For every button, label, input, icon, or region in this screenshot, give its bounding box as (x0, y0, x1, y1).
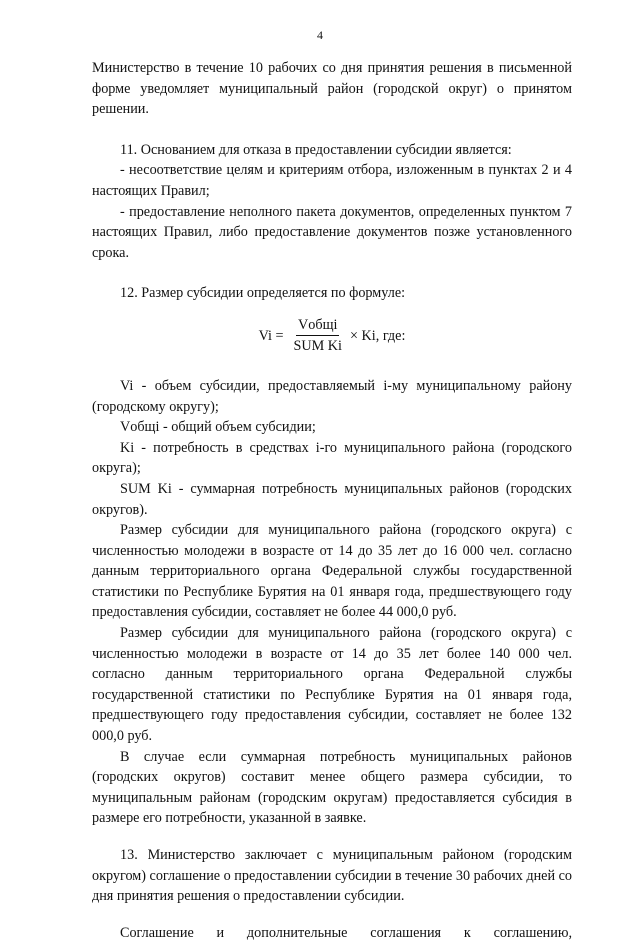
paragraph-size-small: Размер субсидии для муниципального района (городского округа) с численностью молодежи в возрасте от 14 до 35 лет до 16 000 чел. согласно данным территориального органа Федеральной службы государственной статистики по Республике Бурятия на 01 января года, предшествующего году предоставления субсидии, составляет не более 44 000,0 руб. (92, 522, 572, 621)
formula-denominator: SUM Ki (293, 338, 342, 355)
definition-ki: Ki - потребность в средствах i-го муниципального района (городского округа); (92, 439, 572, 477)
formula-fraction (291, 316, 344, 355)
subsidy-formula (92, 306, 572, 366)
page-number: 4 (317, 28, 323, 42)
paragraph-case: В случае если суммарная потребность муниципальных районов (городских округов) составит менее общего размера субсидии, то муниципальным районам (городским округам) предоставляется субсидия в размере его потребности, указанной в заявке. (92, 748, 572, 827)
paragraph-12-heading: 12. Размер субсидии определяется по формуле: (120, 285, 406, 302)
definition-vobshi: Vобщi - общий объем субсидии; (120, 419, 316, 436)
definition-vi: Vi - объем субсидии, предоставляемый i-му муниципальному району (городскому округу); (92, 377, 572, 415)
paragraph-agreement: Соглашение и дополнительные соглашения к соглашению, (120, 924, 572, 941)
document-body (92, 58, 572, 943)
formula-numerator: Vобщi (296, 316, 339, 336)
definition-sum-ki: SUM Ki - суммарная потребность муниципальных районов (городских округов). (92, 480, 572, 518)
paragraph-11-item-2: - предоставление неполного пакета документов, определенных пунктом 7 настоящих Правил, либо предоставление документов позже установленного срока. (92, 203, 572, 261)
paragraph-13: 13. Министерство заключает с муниципальным районом (городским округом) соглашение о предоставлении субсидии в течение 30 рабочих дней со дня принятия решения о предоставлении субсидии. (92, 847, 572, 905)
formula-lhs: Vi = (258, 327, 284, 344)
paragraph-11-heading: 11. Основанием для отказа в предоставлении субсидии является: (120, 141, 512, 158)
formula-rhs: × Ki, где: (349, 327, 406, 344)
paragraph-notification: Министерство в течение 10 рабочих со дня принятия решения в письменной форме уведомляет муниципальный район (городской округ) о принятом решении. (92, 60, 572, 118)
paragraph-size-large: Размер субсидии для муниципального района (городского округа) с численностью молодежи в возрасте от 14 до 35 лет более 140 000 чел. согласно данным территориального органа Федеральной службы государственной статистики по Республике Бурятия на 01 января года, предшествующего году предоставления субсидии, составляет не более 132 000,0 руб. (92, 625, 572, 745)
paragraph-11-item-1: - несоответствие целям и критериям отбора, изложенным в пунктах 2 и 4 настоящих Правил; (92, 162, 572, 199)
